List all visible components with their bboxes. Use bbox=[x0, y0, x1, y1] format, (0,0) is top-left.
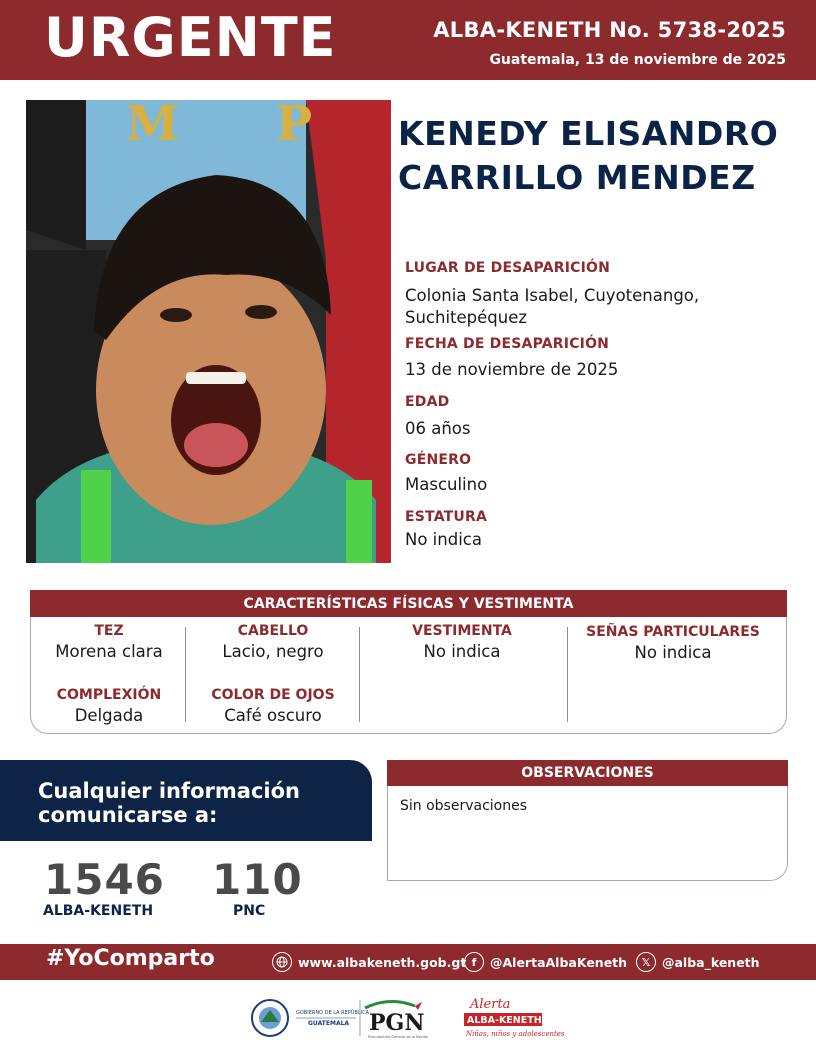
pgn-logo-subtitle: Procuraduría General de la Nación bbox=[368, 1035, 429, 1039]
hair-block bbox=[188, 623, 358, 661]
clothing-label: VESTIMENTA bbox=[412, 623, 512, 639]
date-label: FECHA DE DESAPARICIÓN bbox=[405, 336, 610, 352]
age-label: EDAD bbox=[405, 394, 450, 410]
place-label: LUGAR DE DESAPARICIÓN bbox=[405, 260, 611, 276]
alerta-logo-top: Alerta bbox=[470, 997, 511, 1012]
x-link[interactable] bbox=[636, 951, 760, 973]
height-label: ESTATURA bbox=[405, 509, 487, 525]
distinguishing-marks-block bbox=[570, 624, 776, 662]
phone-pnc-label: PNC bbox=[233, 903, 266, 919]
gender-value: Masculino bbox=[405, 475, 488, 494]
eye-color-block bbox=[188, 687, 358, 725]
alert-number: ALBA-KENETH No. 5738-2025 bbox=[433, 18, 786, 42]
build-label: COMPLEXIÓN bbox=[56, 687, 162, 703]
x-icon: 𝕏 bbox=[636, 952, 656, 972]
missing-child-photo bbox=[26, 96, 391, 563]
guatemala-seal-logo bbox=[252, 1000, 288, 1036]
characteristics-title: CARACTERÍSTICAS FÍSICAS Y VESTIMENTA bbox=[30, 590, 787, 617]
facebook-link[interactable] bbox=[464, 951, 627, 973]
svg-text:P: P bbox=[276, 96, 313, 152]
height-value: No indica bbox=[405, 530, 482, 549]
pgn-logo bbox=[365, 1001, 428, 1039]
name-line-2: CARRILLO MENDEZ bbox=[398, 158, 756, 197]
place-value-line-2: Suchitepéquez bbox=[405, 308, 528, 327]
hair-value: Lacio, negro bbox=[222, 642, 324, 661]
hashtag: #YoComparto bbox=[46, 946, 215, 971]
facebook-text: @AlertaAlbaKeneth bbox=[490, 954, 628, 970]
phone-pnc[interactable]: 110 bbox=[212, 855, 303, 904]
distinguishing-marks-label: SEÑAS PARTICULARES bbox=[586, 624, 760, 640]
age-value: 06 años bbox=[405, 419, 471, 438]
skin-tone-label: TEZ bbox=[94, 623, 124, 639]
gender-label: GÉNERO bbox=[405, 452, 472, 468]
contact-line-1: Cualquier información bbox=[38, 779, 300, 803]
build-value: Delgada bbox=[74, 706, 144, 725]
gov-logo-line-1: GOBIERNO DE LA REPÚBLICA bbox=[296, 1010, 370, 1016]
build-block bbox=[35, 687, 183, 725]
clothing-block bbox=[362, 623, 562, 661]
logos-row bbox=[250, 992, 565, 1044]
pgn-logo-text: PGN bbox=[369, 1010, 425, 1036]
date-value: 13 de noviembre de 2025 bbox=[405, 360, 619, 379]
place-value-line-1: Colonia Santa Isabel, Cuyotenango, bbox=[405, 286, 700, 305]
eye-color-label: COLOR DE OJOS bbox=[211, 687, 335, 703]
web-icon bbox=[272, 952, 292, 972]
alerta-logo-main: ALBA-KENETH bbox=[467, 1015, 542, 1026]
facebook-icon: f bbox=[464, 952, 484, 972]
column-divider bbox=[359, 627, 360, 722]
distinguishing-marks-value: No indica bbox=[634, 643, 712, 662]
clothing-value: No indica bbox=[423, 642, 501, 661]
observations-title: OBSERVACIONES bbox=[387, 760, 788, 786]
observations-text: Sin observaciones bbox=[400, 798, 528, 814]
missing-person-name bbox=[398, 112, 808, 200]
phone-alba-keneth-label: ALBA-KENETH bbox=[43, 903, 154, 919]
contact-message bbox=[38, 779, 300, 827]
name-line-1: KENEDY ELISANDRO bbox=[398, 114, 779, 153]
skin-tone-block bbox=[35, 623, 183, 661]
skin-tone-value: Morena clara bbox=[55, 642, 163, 661]
gov-logo-line-2: GUATEMALA bbox=[308, 1020, 350, 1027]
x-text: @alba_keneth bbox=[662, 954, 760, 970]
column-divider bbox=[185, 627, 186, 722]
eye-color-value: Café oscuro bbox=[224, 706, 322, 725]
website-text: www.albakeneth.gob.gt bbox=[298, 954, 467, 970]
hair-label: CABELLO bbox=[237, 623, 309, 639]
column-divider bbox=[567, 627, 568, 722]
urgent-title: URGENTE bbox=[44, 6, 337, 69]
website-link[interactable] bbox=[272, 951, 466, 973]
alert-place-date: Guatemala, 13 de noviembre de 2025 bbox=[489, 52, 786, 68]
phone-alba-keneth[interactable]: 1546 bbox=[44, 855, 165, 904]
svg-text:M: M bbox=[126, 96, 180, 152]
alerta-logo-sub: Niñas, niños y adolescentes bbox=[466, 1030, 565, 1038]
contact-line-2: comunicarse a: bbox=[38, 803, 218, 827]
alerta-alba-keneth-logo bbox=[464, 997, 565, 1038]
